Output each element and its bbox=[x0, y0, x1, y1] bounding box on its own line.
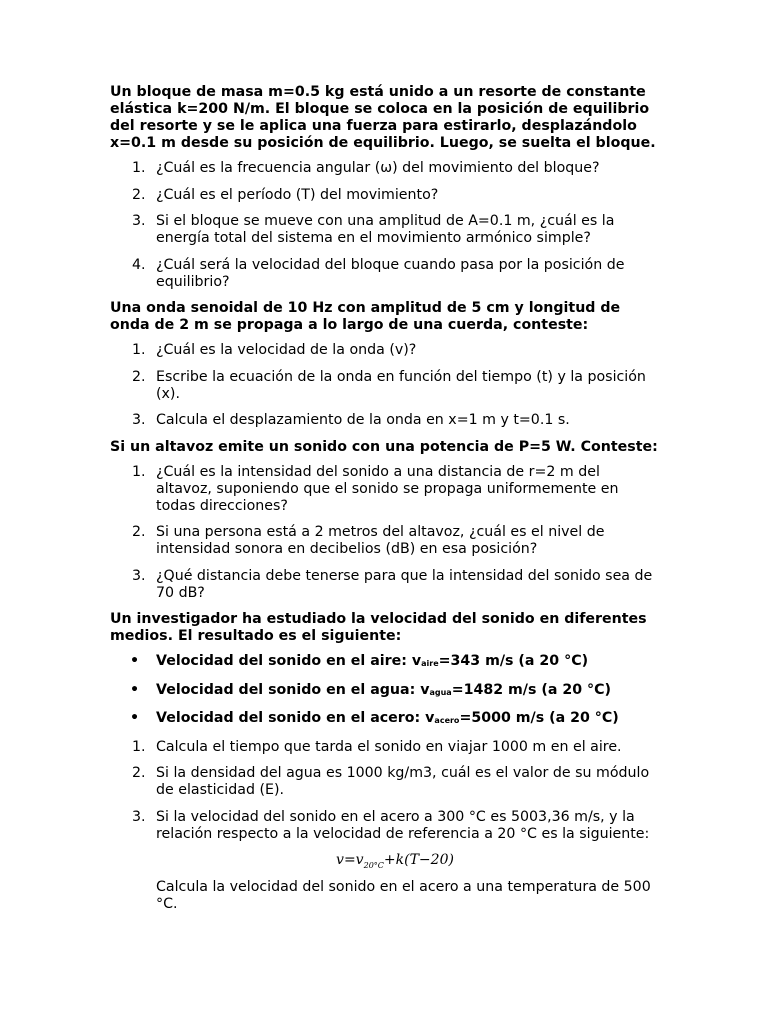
list-item: • Velocidad del sonido en el agua: $v_{agua}=1482$ m/s (a 20 °C) bbox=[130, 681, 612, 698]
list-item: 4. ¿Cuál será la velocidad del bloque cuando pasa por la posición de equilibrio? bbox=[132, 256, 625, 290]
list-item: • Velocidad del sonido en el aire: $v_{aire}=343$ m/s (a 20 °C) bbox=[130, 653, 589, 669]
list-item: 1. ¿Cuál es la intensidad del sonido a una distancia de r=2 m del altavoz, suponiendo que el sonido se propaga uniformemente en todas direcciones? bbox=[132, 463, 619, 514]
list-item: 2. ¿Cuál es el período (T) del movimiento? bbox=[132, 186, 439, 203]
list-item: • Velocidad del sonido en el acero: $v_{acero}=5000$ m/s (a 20 °C) bbox=[130, 710, 619, 726]
problem-4-intro: Un investigador ha estudiado la velocidad del sonido en diferentes medios. El resultado es el siguiente: bbox=[110, 611, 647, 644]
list-item: 3. ¿Qué distancia debe tenerse para que la intensidad del sonido sea de 70 dB? bbox=[132, 567, 653, 601]
final-question: Calcula la velocidad del sonido en el acero a una temperatura de 500 °C. bbox=[156, 879, 651, 913]
problem-3-questions bbox=[110, 464, 658, 602]
list-item: 2. Si una persona está a 2 metros del altavoz, ¿cuál es el nivel de intensidad sonora en decibelios (dB) en esa posición? bbox=[132, 524, 605, 557]
list-item: 2. Si la densidad del agua es 1000 kg/m3, cuál es el valor de su módulo de elasticidad (E). bbox=[132, 765, 650, 798]
problem-4-questions bbox=[110, 739, 658, 843]
problem-2-intro: Una onda senoidal de 10 Hz con amplitud de 5 cm y longitud de onda de 2 m se propaga a lo largo de una cuerda, conteste: bbox=[110, 300, 621, 333]
problem-2-questions bbox=[110, 342, 658, 429]
list-item: 3. Si la velocidad del sonido en el acero a 300 °C es 5003,36 m/s, y la relación respecto a la velocidad de referencia a 20 °C es la siguiente: bbox=[132, 808, 650, 842]
list-item: 3. Calcula el desplazamiento de la onda en x=1 m y t=0.1 s. bbox=[132, 412, 570, 428]
list-item: 1. ¿Cuál es la velocidad de la onda (v)? bbox=[132, 342, 417, 358]
list-item: 1. ¿Cuál es la frecuencia angular (ω) del movimiento del bloque? bbox=[132, 160, 600, 176]
problem-1-intro: Un bloque de masa m=0.5 kg está unido a un resorte de constante elástica k=200 N/m. El bloque se coloca en la posición de equilibrio del resorte y se le aplica una fuerza para estirarlo, desplazándolo x=0.1 m desde su posición de equilibrio. Luego, se suelta el bloque. bbox=[110, 84, 656, 151]
speed-bullets bbox=[110, 653, 658, 729]
problem-1-questions bbox=[110, 160, 658, 291]
document-page bbox=[110, 84, 658, 913]
list-item: 3. Si el bloque se mueve con una amplitud de A=0.1 m, ¿cuál es la energía total del sistema en el movimiento armónico simple? bbox=[132, 213, 615, 246]
problem-3-intro: Si un altavoz emite un sonido con una potencia de P=5 W. Conteste: bbox=[110, 438, 658, 455]
list-item: 1. Calcula el tiempo que tarda el sonido en viajar 1000 m en el aire. bbox=[132, 738, 622, 755]
list-item: 2. Escribe la ecuación de la onda en función del tiempo (t) y la posición (x). bbox=[132, 368, 646, 402]
velocity-formula: $v=v_{20^\circ C}+k(T-20)$ bbox=[336, 851, 454, 870]
